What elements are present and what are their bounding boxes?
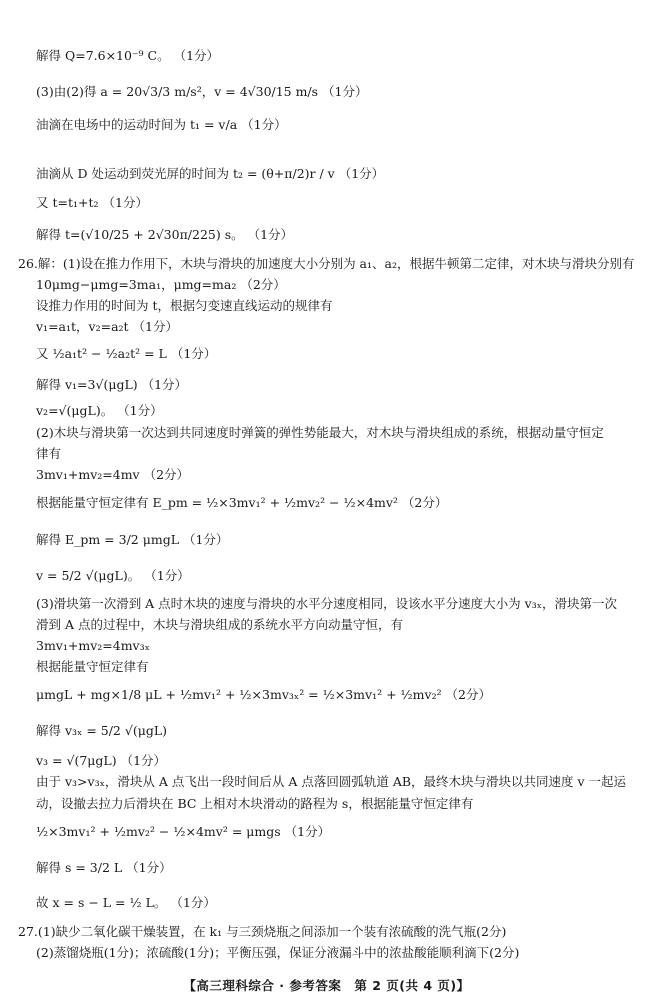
text-line: 根据能量守恒定律有 xyxy=(36,659,149,674)
text-line: 10μmg−μmg=3ma₁，μmg=ma₂ （2分） xyxy=(36,277,286,292)
question-27-line: 27.(1)缺少二氧化碳干燥装置，在 k₁ 与三颈烧瓶之间添加一个装有浓硫酸的洗气瓶(2分) xyxy=(18,924,507,939)
text-line: (3)滑块第一次滑到 A 点时木块的速度与滑块的水平分速度相同，设该水平分速度大小为 v₃ₓ，滑块第一次 xyxy=(36,596,618,611)
text-line: 解得 t=(√10/25 + 2√30π/225) s。 （1分） xyxy=(36,227,294,242)
text-line: μmgL + mg×1/8 μL + ½mv₁² + ½×3mv₃ₓ² = ½×3mv₁² + ½mv₂² （2分） xyxy=(36,687,492,702)
text-line: 解得 s = 3/2 L （1分） xyxy=(36,860,172,875)
text-line: 故 x = s − L = ½ L。 （1分） xyxy=(36,895,216,910)
text-line: v₁=a₁t，v₂=a₂t （1分） xyxy=(36,319,178,334)
text-line: 又 ½a₁t² − ½a₂t² = L （1分） xyxy=(36,346,217,361)
text-line: 解得 Q=7.6×10⁻⁹ C。 （1分） xyxy=(36,48,220,63)
page-footer: 【高三理科综合 · 参考答案 第 2 页(共 4 页)】 xyxy=(183,978,470,993)
text-line: 解得 v₁=3√(μgL) （1分） xyxy=(36,377,188,392)
text-line: ½×3mv₁² + ½mv₂² − ½×4mv² = μmgs （1分） xyxy=(36,824,331,839)
text-line: 油滴从 D 处运动到荧光屏的时间为 t₂ = (θ+π/2)r / v （1分） xyxy=(36,166,385,181)
text-line: 滑到 A 点的过程中，木块与滑块组成的系统水平方向动量守恒，有 xyxy=(36,617,403,632)
text-line: 律有 xyxy=(36,446,62,461)
text-line: 解得 v₃ₓ = 5/2 √(μgL) xyxy=(36,723,167,738)
text-line: 根据能量守恒定律有 E_pm = ½×3mv₁² + ½mv₂² − ½×4mv² （2分） xyxy=(36,495,448,510)
text-line: 又 t=t₁+t₂ （1分） xyxy=(36,195,148,210)
text-line: 设推力作用的时间为 t，根据匀变速直线运动的规律有 xyxy=(36,298,333,313)
question-26-line: 26.解：(1)设在推力作用下，木块与滑块的加速度大小分别为 a₁、a₂，根据牛顿第二定律，对木块与滑块分别有 xyxy=(18,256,635,271)
text-line: (3)由(2)得 a = 20√3/3 m/s²，v = 4√30/15 m/s （1分） xyxy=(36,84,368,99)
text-line: v₂=√(μgL)。 （1分） xyxy=(36,403,163,418)
text-line: 3mv₁+mv₂=4mv （2分） xyxy=(36,467,190,482)
text-line: v = 5/2 √(μgL)。 （1分） xyxy=(36,568,190,583)
text-line: 由于 v₃>v₃ₓ，滑块从 A 点飞出一段时间后从 A 点落回圆弧轨道 AB，最终木块与滑块以共同速度 v 一起运 xyxy=(36,774,627,789)
text-line: (2)木块与滑块第一次达到共同速度时弹簧的弹性势能最大，对木块与滑块组成的系统，根据动量守恒定 xyxy=(36,425,604,440)
text-line: (2)蒸馏烧瓶(1分)；浓硫酸(1分)；平衡压强，保证分液漏斗中的浓盐酸能顺利滴下(2分) xyxy=(36,945,520,960)
text-line: 油滴在电场中的运动时间为 t₁ = v/a （1分） xyxy=(36,117,287,132)
text-line: 解得 E_pm = 3/2 μmgL （1分） xyxy=(36,532,229,547)
text-line: v₃ = √(7μgL) （1分） xyxy=(36,753,167,768)
text-line: 动，设撤去拉力后滑块在 BC 上相对木块滑动的路程为 s，根据能量守恒定律有 xyxy=(36,796,474,811)
text-line: 3mv₁+mv₂=4mv₃ₓ xyxy=(36,638,150,653)
